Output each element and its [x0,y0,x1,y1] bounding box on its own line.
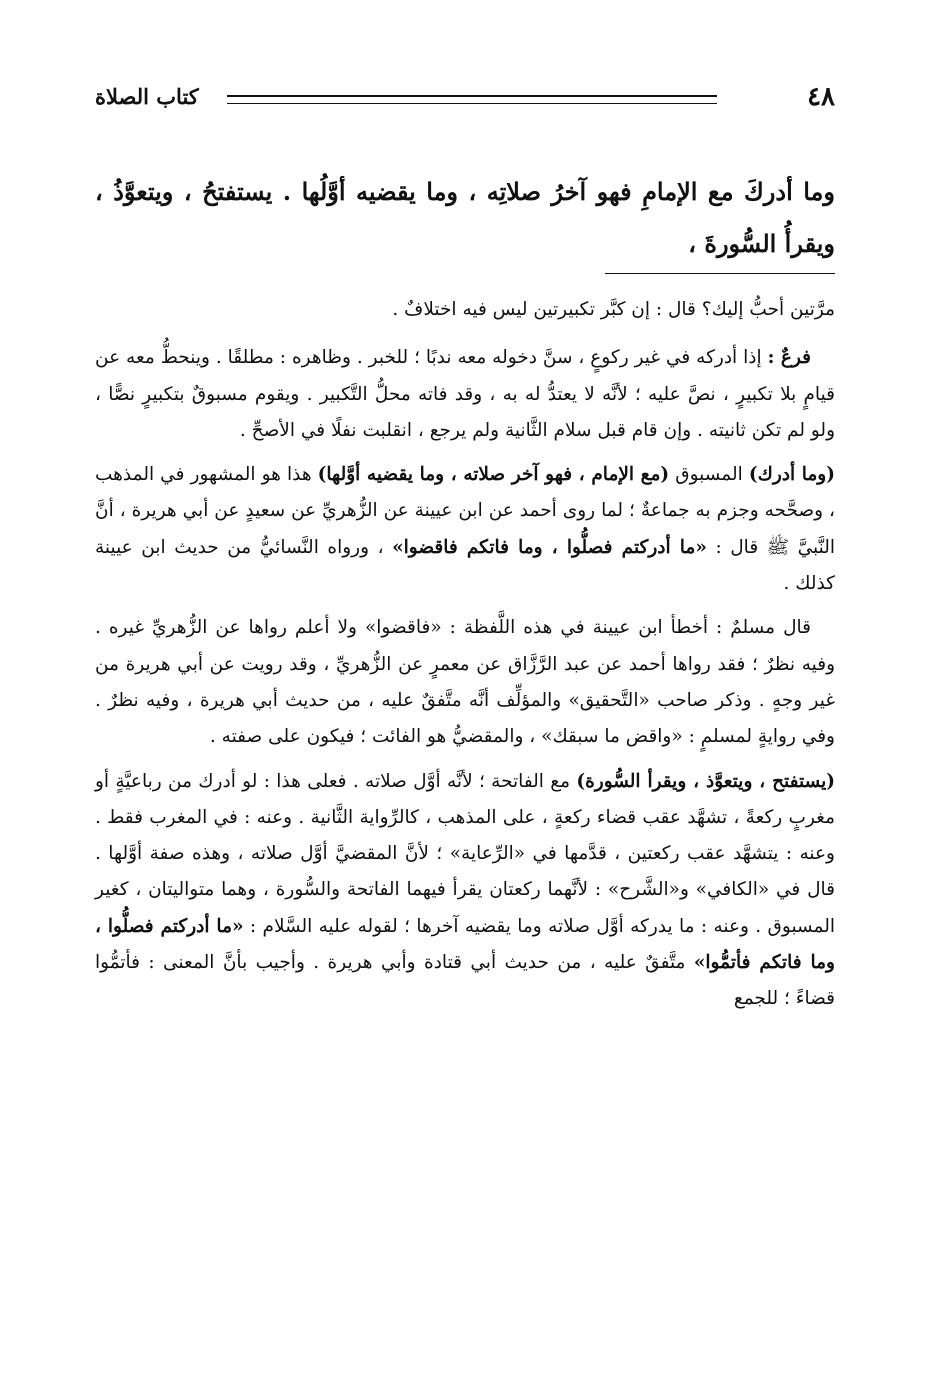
commentary-text: ، ورواه النَّسائيُّ من حديث ابن عيينة كذلك . [95,536,835,595]
running-header [95,82,835,122]
far-text: إذا أدركه في غير ركوعٍ ، سنَّ دخوله معه ندبًا ؛ للخبر . وظاهره : مطلقًا . وينحطُّ معه عن قيامٍ بلا تكبيرٍ ، نصَّ عليه ؛ لأنَّه لا يعتدُّ له به ، وقد فاته محلُّ التَّكبير . ويقوم مسبوقٌ بتكبيرٍ نصًّا ، ولو لم تكن ثانيته . وإن قام قبل سلام الثَّانية ولم يرجع ، انقلبت نفلًا في الأصحِّ . [95,347,835,441]
commentary-paragraph-2 [95,340,835,449]
matn-text: وما أدركَ مع الإمامِ فهو آخرُ صلاتِه ، وما يقضيه أوَّلُها . يستفتحُ ، ويتعوَّذُ ، ويقرأُ السُّورةَ ، [95,177,835,258]
matn-quote: (مع الإمام ، فهو آخر صلاته ، وما يقضيه أوَّلها) [317,464,670,486]
commentary-text: مع الفاتحة ؛ لأنَّه أوَّل صلاته . فعلى هذا : لو أدرك من رباعيَّةٍ أو مغربٍ ركعةً ، تشهَّد عقب قضاء ركعةٍ ، على المذهب ، كالرِّواية الثَّانية . وعنه : في المغرب فقط . وعنه : يتشهَّد عقب ركعتين ، قدَّمها في «الرِّعاية» ؛ لأنَّ المقضيَّ أوَّل صلاته ، وهذه صفة أوَّلها . قال في «الكافي» و«الشَّرح» : لأنَّهما ركعتان يقرأ فيهما الفاتحة والسُّورة ، وهما متواليتان ، كغير المسبوق . وعنه : ما يدركه أوَّل صلاته وما يقضيه آخرها ؛ لقوله عليه السَّلام : [95,770,836,937]
commentary-paragraph-1: مرَّتين أحبُّ إليك؟ قال : إن كبَّر تكبيرتين ليس فيه اختلافٌ . [392,299,835,320]
matn-quote: (وما أدرك) [748,464,835,486]
far-heading: فرعٌ : [767,347,812,369]
matn-quote: (يستفتح ، ويتعوَّذ ، ويقرأ السُّورة) [576,770,835,792]
book-title: كتاب الصلاة [95,84,199,109]
commentary-text: متَّفقٌ عليه ، من حديث أبي قتادة وأبي هريرة . وأجيب بأنَّ المعنى : فأتمُّوا قضاءً ؛ للجمع [95,952,835,1010]
book-page [95,0,835,1379]
matn-separator-rule [605,273,835,274]
hadith-quote: «ما أدركتم فصلُّوا ، وما فاتكم فاقضوا» [392,536,707,558]
commentary-text: المسبوق [669,464,749,486]
commentary-paragraph-5 [95,764,835,1018]
commentary-paragraph-4: قال مسلمٌ : أخطأ ابن عيينة في هذه اللَّفظة : «فاقضوا» ولا أعلم رواها عن الزُّهريِّ غيره . وفيه نظرٌ ؛ فقد رواها أحمد عن عبد الرَّزَّاق عن معمرٍ عن الزُّهريِّ ، وقد رويت عن أبي هريرة من غير وجهٍ . وذكر صاحب «التَّحقيق» والمؤلِّف أنَّه متَّفقٌ عليه ، من حديث أبي هريرة ، وفيه نظرٌ . وفي روايةٍ لمسلمٍ : «واقض ما سبقك» ، والمقضيُّ هو الفائت ؛ فيكون على صفته . [95,617,835,748]
commentary [95,292,835,1026]
page-number: ٤٨ [807,82,835,112]
commentary-paragraph-3 [95,457,835,602]
header-rule [227,95,717,104]
commentary-text: هذا هو المشهور في المذهب ، وصحَّحه وجزم به جماعةٌ ؛ لما روى أحمد عن ابن عيينة عن الزُّهريِّ عن سعيدٍ عن أبي هريرة ، أنَّ النَّبيَّ ﷺ قال : [95,464,835,558]
hadith-quote: «ما أدركتم فصلُّوا ، وما فاتكم فأتمُّوا» [95,915,835,974]
